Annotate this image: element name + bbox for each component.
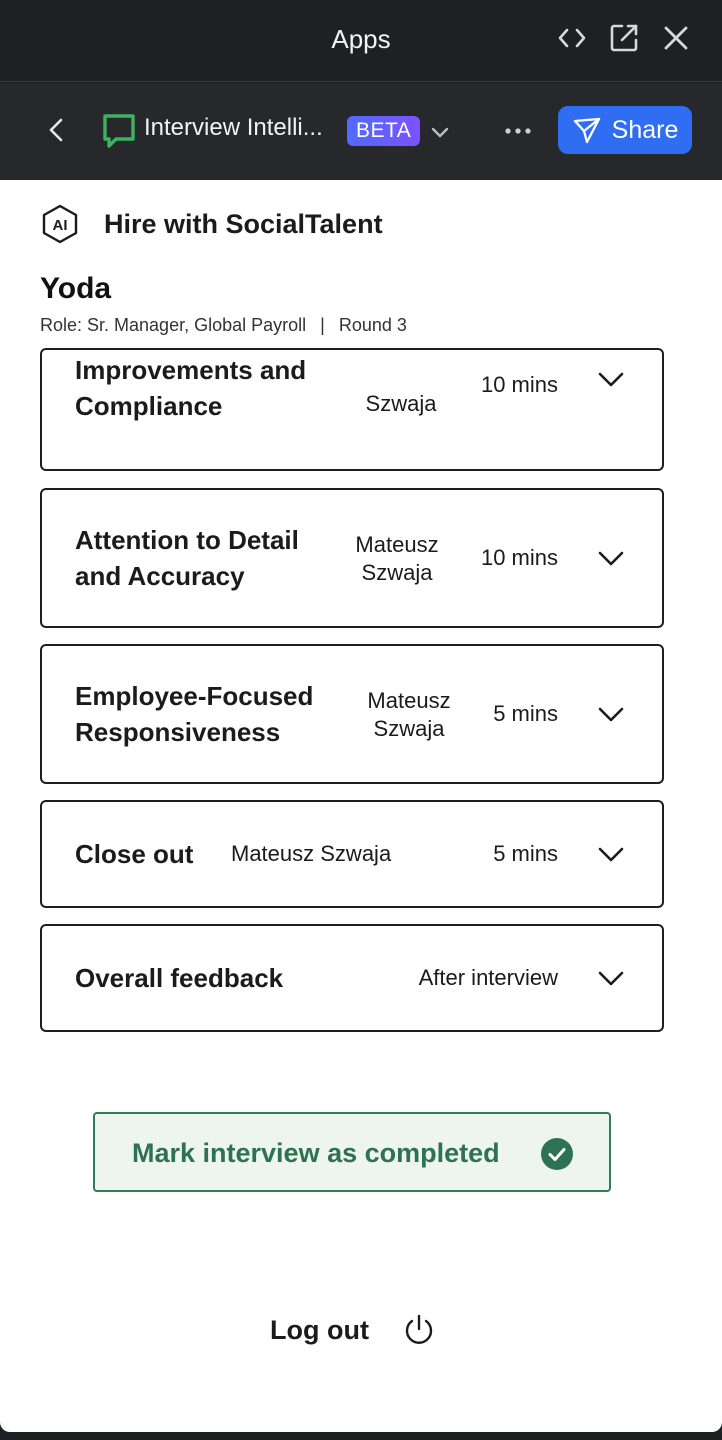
back-chevron-icon[interactable] [40, 114, 72, 146]
open-external-icon[interactable] [608, 22, 640, 54]
section-card[interactable] [40, 924, 664, 1032]
brand-header [40, 204, 383, 244]
chevron-down-icon[interactable] [594, 962, 628, 996]
code-icon[interactable] [556, 22, 588, 54]
power-icon [401, 1312, 437, 1348]
chevron-down-icon[interactable] [594, 698, 628, 732]
share-button[interactable] [558, 106, 692, 154]
app-name[interactable]: Interview Intelli... [144, 114, 323, 141]
mark-completed-button[interactable] [93, 1112, 611, 1192]
section-duration: After interview [418, 965, 558, 990]
close-icon[interactable] [660, 22, 692, 54]
mark-completed-label: Mark interview as completed [132, 1138, 500, 1168]
chat-bubble-icon [102, 113, 136, 149]
top-bar [0, 0, 722, 82]
section-owner: Mateusz Szwaja [231, 841, 392, 866]
check-circle-icon [540, 1137, 574, 1171]
section-duration: 5 mins [493, 841, 558, 866]
chevron-down-icon[interactable] [594, 838, 628, 872]
logout-button[interactable] [270, 1310, 437, 1350]
section-duration: 10 mins [480, 545, 558, 570]
candidate-role-line [40, 315, 407, 336]
send-icon [572, 115, 602, 145]
section-title: Close out [75, 839, 194, 869]
section-title: Employee-Focused Responsiveness [75, 681, 314, 747]
section-card[interactable] [40, 348, 664, 471]
section-card[interactable] [40, 800, 664, 908]
more-options-icon[interactable] [500, 116, 536, 146]
chevron-down-icon[interactable] [594, 542, 628, 576]
window-title: Apps [331, 24, 391, 54]
section-title: Improvements and Compliance [75, 355, 307, 421]
chevron-down-icon[interactable] [426, 118, 454, 146]
candidate-name: Yoda [40, 272, 112, 305]
section-duration: 5 mins [493, 701, 558, 726]
interview-round: Round 3 [338, 315, 407, 335]
ai-logo-text: AI [52, 217, 68, 234]
content-panel [0, 180, 722, 1432]
section-owner: Mateusz Szwaja [355, 532, 439, 585]
share-label: Share [611, 115, 679, 144]
ai-logo-icon [40, 204, 80, 244]
section-list[interactable] [0, 355, 722, 1238]
brand-title: Hire with SocialTalent [104, 208, 383, 239]
beta-badge: BETA [347, 116, 420, 146]
candidate-role: Role: Sr. Manager, Global Payroll [40, 315, 307, 335]
section-duration: 10 mins [480, 372, 558, 397]
role-separator: | [320, 315, 325, 335]
chevron-down-icon[interactable] [594, 363, 628, 397]
section-title: Attention to Detail and Accuracy [75, 525, 299, 591]
section-card[interactable] [40, 488, 664, 628]
section-owner: Mateusz Szwaja [367, 688, 451, 741]
logout-label: Log out [270, 1314, 369, 1345]
section-owner: Szwaja [365, 391, 437, 416]
section-title: Overall feedback [75, 963, 284, 993]
section-card[interactable] [40, 644, 664, 784]
